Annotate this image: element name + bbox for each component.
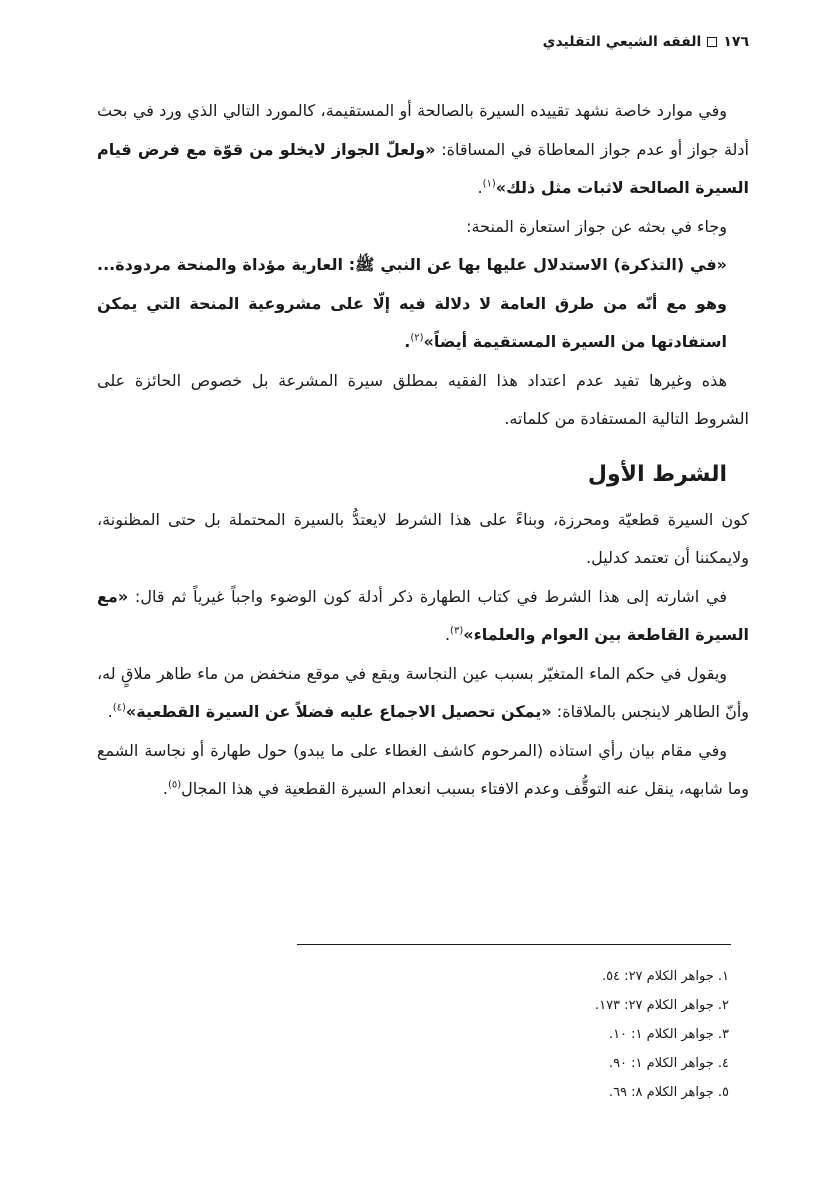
paragraph-7 <box>97 732 749 809</box>
paragraph-1-end: . <box>477 178 483 197</box>
paragraph-5-quote: «مع السيرة القاطعة بين العوام والعلماء» <box>97 586 749 644</box>
footnote-2: ٢. جواهر الكلام ٢٧: ١٧٣. <box>594 998 729 1013</box>
paragraph-2-text: وجاء في بحثه عن جواز استعارة المنحة: <box>466 216 727 236</box>
paragraph-6-lead: ويقول في حكم الماء المتغيّر بسبب عين النجاسة ويقع في موقع منخفض من ماء طاهر ملاقٍ له، وأنّ الطاهر لاينجس بالملاقاة: <box>97 663 749 721</box>
block-quote <box>97 246 749 362</box>
paragraph-5-lead: في اشارته إلى هذا الشرط في كتاب الطهارة ذكر أدلة كون الوضوء واجباً غيرياً ثم قال: <box>128 586 727 606</box>
paragraph-1-lead: وفي موارد خاصة نشهد تقييده السيرة بالصالحة أو المستقيمة، كالمورد التالي الذي ورد في بحث أدلة جواز أو عدم جواز المعاطاة في المساقاة: <box>97 101 750 159</box>
footnote-divider <box>297 944 731 945</box>
running-header <box>543 34 749 50</box>
footnote-1: ١. جواهر الكلام ٢٧: ٥٤. <box>601 969 729 984</box>
footnote-ref-2: (٢) <box>410 332 424 344</box>
block-quote-end: . <box>404 332 411 351</box>
square-ornament-icon <box>707 37 717 47</box>
paragraph-2 <box>97 208 749 247</box>
paragraph-6 <box>97 655 749 732</box>
paragraph-1-quote: «ولعلّ الجواز لايخلو من قوّة مع فرض قيام السيرة الصالحة لاثبات مثل ذلك» <box>97 139 749 197</box>
footnotes <box>289 962 729 1107</box>
paragraph-5 <box>97 578 749 655</box>
paragraph-6-end: . <box>107 702 113 721</box>
footnote-ref-1: (١) <box>482 178 496 190</box>
paragraph-4 <box>97 501 749 578</box>
footnote-ref-4: (٤) <box>112 702 126 714</box>
footnote-5: ٥. جواهر الكلام ٨: ٦٩. <box>608 1085 729 1100</box>
footnote-4: ٤. جواهر الكلام ١: ٩٠. <box>608 1056 729 1071</box>
paragraph-7-text: وفي مقام بيان رأي استاذه (المرحوم كاشف الغطاء على ما يبدو) حول طهارة أو نجاسة الشمع وما شابهه، ينقل عنه التوقُّف وعدم الافتاء بسبب انعدام السيرة القطعية في هذا المجال <box>97 740 749 798</box>
main-text <box>97 92 749 809</box>
paragraph-3-text: هذه وغيرها تفيد عدم اعتداد هذا الفقيه بمطلق سيرة المشرعة بل خصوص الحائزة على الشروط التالية المستفادة من كلماته. <box>97 370 749 428</box>
footnote-ref-3: (٣) <box>450 625 464 637</box>
footnote-ref-5: (٥) <box>167 779 182 791</box>
section-title: الشرط الأول <box>587 461 727 487</box>
paragraph-5-end: . <box>444 625 451 644</box>
block-quote-text: «في (التذكرة) الاستدلال عليها بها عن النبي ﷺ: العارية مؤداة والمنحة مردودة... وهو مع أنّه من طرق العامة لا دلالة فيه إلّا على مشروعية المنحة التي يمكن استفادتها من السيرة المستقيمة أيضاً» <box>97 255 727 351</box>
paragraph-7-end: . <box>162 779 168 798</box>
book-title: الفقه الشيعي التقليدي <box>542 34 702 50</box>
paragraph-3 <box>97 362 749 439</box>
page-number: ١٧٦ <box>723 34 749 50</box>
footnote-3: ٣. جواهر الكلام ١: ١٠. <box>608 1027 729 1042</box>
paragraph-4-text: كون السيرة قطعيّة ومحرزة، وبناءً على هذا الشرط لايعتدُّ بالسيرة المحتملة بل حتى المظنونة، ولايمكننا أن تعتمد كدليل. <box>97 509 749 567</box>
paragraph-1 <box>97 92 749 208</box>
paragraph-6-quote: «يمكن تحصيل الاجماع عليه فضلاً عن السيرة القطعية» <box>125 702 552 721</box>
